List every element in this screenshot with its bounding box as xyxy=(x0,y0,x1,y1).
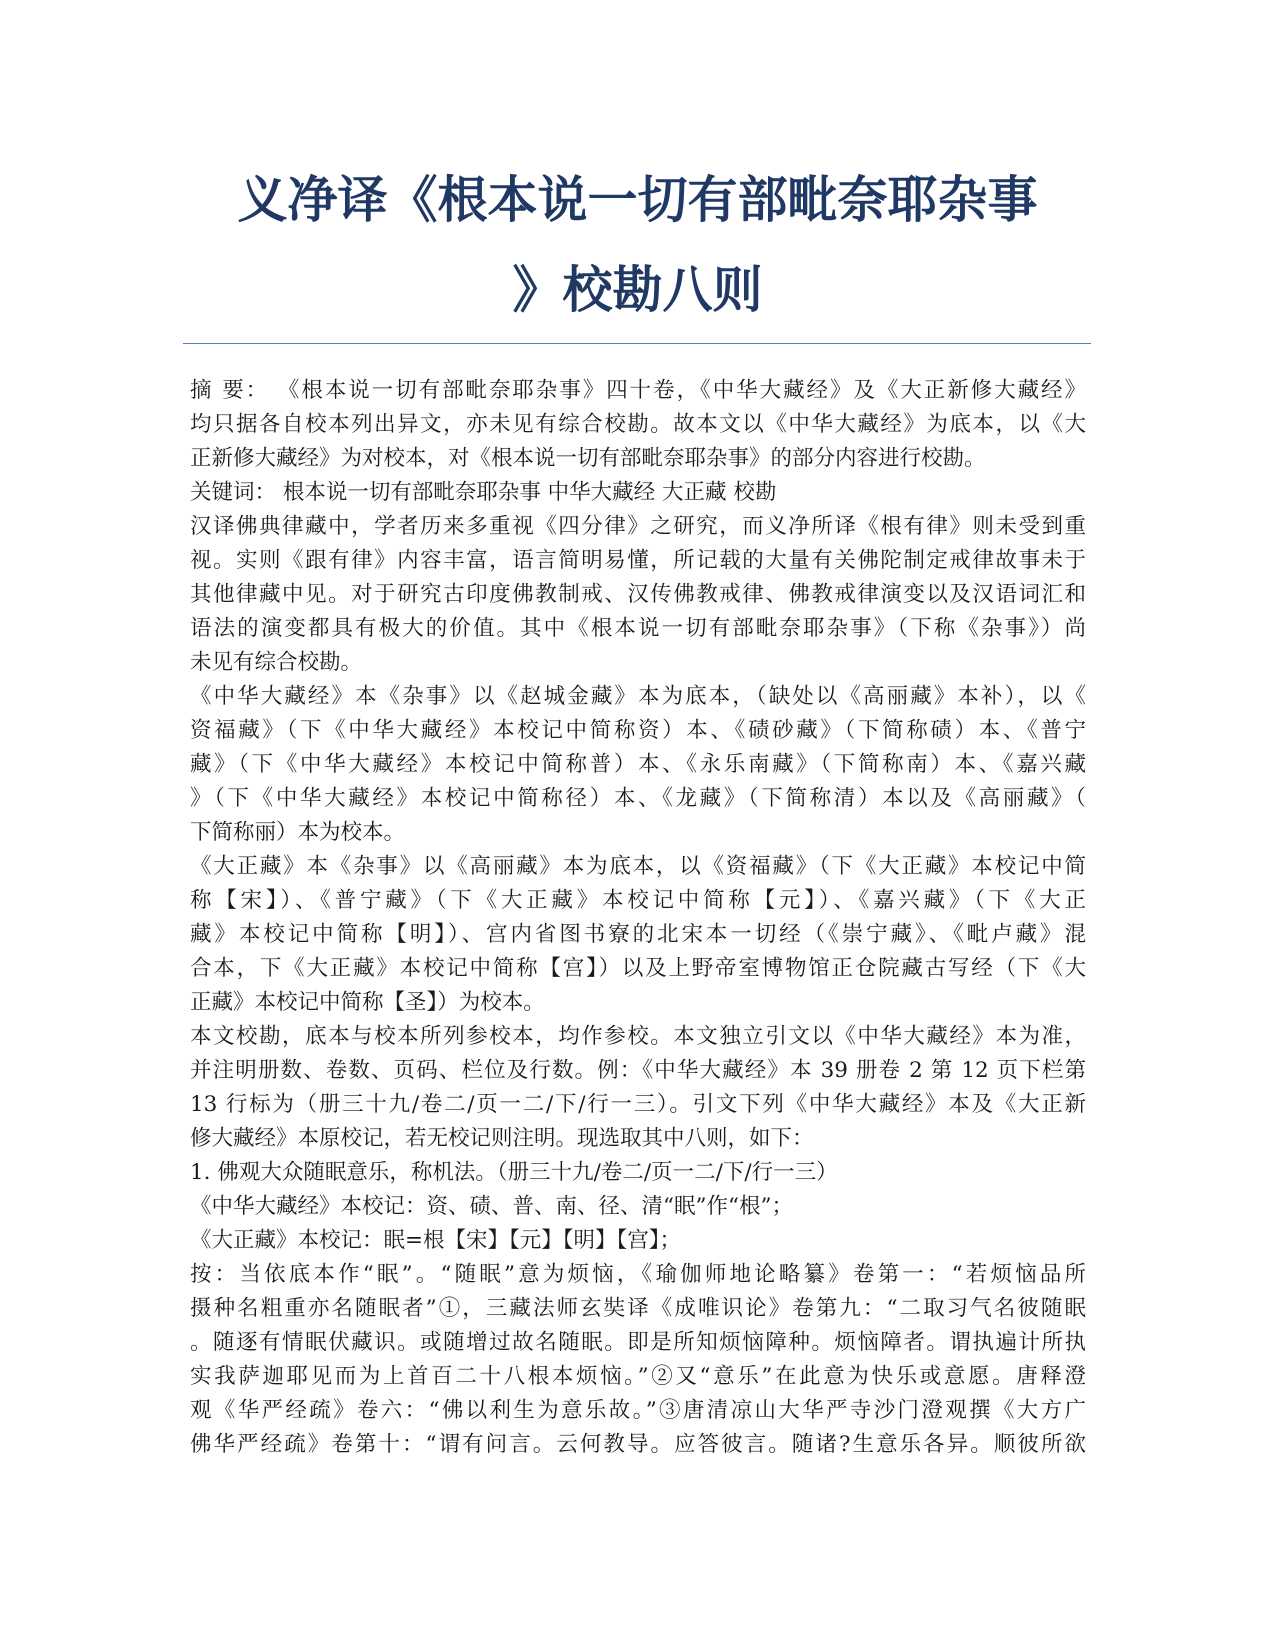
title-line-2: 》校勘八则 xyxy=(512,261,763,319)
body-line: 《中华大藏经》本校记：资、碛、普、南、径、清“眠”作“根”； xyxy=(190,1194,793,1219)
title-divider xyxy=(183,343,1091,344)
body-line: 下简称丽）本为校本。 xyxy=(190,820,406,845)
body-line: 观《华严经疏》卷六：“佛以利生为意乐故。”③唐清凉山大华严寺沙门澄观撰《大方广 xyxy=(190,1398,1086,1423)
body-line: 称【宋】）、《普宁藏》（下《大正藏》本校记中简称【元】）、《嘉兴藏》（下《大正 xyxy=(190,888,1086,913)
body-line: 按：当依底本作“眠”。“随眠”意为烦恼，《瑜伽师地论略纂》卷第一：“若烦恼品所 xyxy=(190,1262,1086,1287)
body-line: 语法的演变都具有极大的价值。其中《根本说一切有部毗奈耶杂事》（下称《杂事》）尚 xyxy=(190,616,1086,641)
body-line: 未见有综合校勘。 xyxy=(190,650,363,675)
body-line: 1. 佛观大众随眠意乐，称机法。（册三十九/卷二/页一二/下/行一三） xyxy=(190,1160,838,1185)
body-line: 》（下《中华大藏经》本校记中简称径）本、《龙藏》（下简称清）本以及《高丽藏》（ xyxy=(190,786,1086,811)
body-line: 视。实则《跟有律》内容丰富，语言简明易懂，所记载的大量有关佛陀制定戒律故事未于 xyxy=(190,548,1086,573)
body-line: 汉译佛典律藏中，学者历来多重视《四分律》之研究，而义净所译《根有律》则未受到重 xyxy=(190,514,1086,539)
body-line: 均只据各自校本列出异文，亦未见有综合校勘。故本文以《中华大藏经》为底本，以《大 xyxy=(190,412,1086,437)
body-line: 摘 要： 《根本说一切有部毗奈耶杂事》四十卷，《中华大藏经》及《大正新修大藏经》 xyxy=(190,378,1086,403)
body-line: 资福藏》（下《中华大藏经》本校记中简称资）本、《碛砂藏》（下简称碛）本、《普宁 xyxy=(190,718,1086,743)
body-line: 正新修大藏经》为对校本，对《根本说一切有部毗奈耶杂事》的部分内容进行校勘。 xyxy=(190,446,986,471)
body-line: 《大正藏》本《杂事》以《高丽藏》本为底本，以《资福藏》（下《大正藏》本校记中简 xyxy=(190,854,1086,879)
body-line: 藏》本校记中简称【明】）、宫内省图书寮的北宋本一切经（《崇宁藏》、《毗卢藏》混 xyxy=(190,922,1086,947)
body-line: 摄种名粗重亦名随眠者”①，三藏法师玄奘译《成唯识论》卷第九：“二取习气名彼随眠 xyxy=(190,1296,1086,1321)
document-body xyxy=(190,374,1086,1462)
body-line: 《大正藏》本校记：眠=根【宋】【元】【明】【宫】； xyxy=(190,1228,682,1253)
body-line: 实我萨迦耶见而为上首百二十八根本烦恼。”②又“意乐”在此意为快乐或意愿。唐释澄 xyxy=(190,1364,1086,1389)
body-line: 。随逐有情眠伏藏识。或随增过故名随眠。即是所知烦恼障种。烦恼障者。谓执遍计所执 xyxy=(190,1330,1086,1355)
title-line-1: 义净译《根本说一切有部毗奈耶杂事 xyxy=(237,171,1038,229)
body-line: 本文校勘，底本与校本所列参校本，均作参校。本文独立引文以《中华大藏经》本为准， xyxy=(190,1024,1086,1049)
body-line: 修大藏经》本原校记，若无校记则注明。现选取其中八则，如下： xyxy=(190,1126,814,1151)
body-line: 合本，下《大正藏》本校记中简称【宫】）以及上野帝室博物馆正仓院藏古写经（下《大 xyxy=(190,956,1086,981)
document-title xyxy=(150,155,1125,335)
body-line: 关键词： 根本说一切有部毗奈耶杂事 中华大藏经 大正藏 校勘 xyxy=(190,480,777,505)
body-line: 其他律藏中见。对于研究古印度佛教制戒、汉传佛教戒律、佛教戒律演变以及汉语词汇和 xyxy=(190,582,1086,607)
body-line: 并注明册数、卷数、页码、栏位及行数。例：《中华大藏经》本 39 册卷 2 第 12 页下栏第 xyxy=(190,1058,1086,1083)
body-line: 《中华大藏经》本《杂事》以《赵城金藏》本为底本，（缺处以《高丽藏》本补），以《 xyxy=(190,684,1086,709)
body-line: 正藏》本校记中简称【圣】）为校本。 xyxy=(190,990,545,1015)
body-line: 佛华严经疏》卷第十：“谓有问言。云何教导。应答彼言。随诸?生意乐各异。顺彼所欲 xyxy=(190,1432,1086,1457)
body-line: 藏》（下《中华大藏经》本校记中简称普）本、《永乐南藏》（下简称南）本、《嘉兴藏 xyxy=(190,752,1086,777)
body-line: 13 行标为（册三十九/卷二/页一二/下/行一三）。引文下列《中华大藏经》本及《大正新 xyxy=(190,1092,1086,1117)
